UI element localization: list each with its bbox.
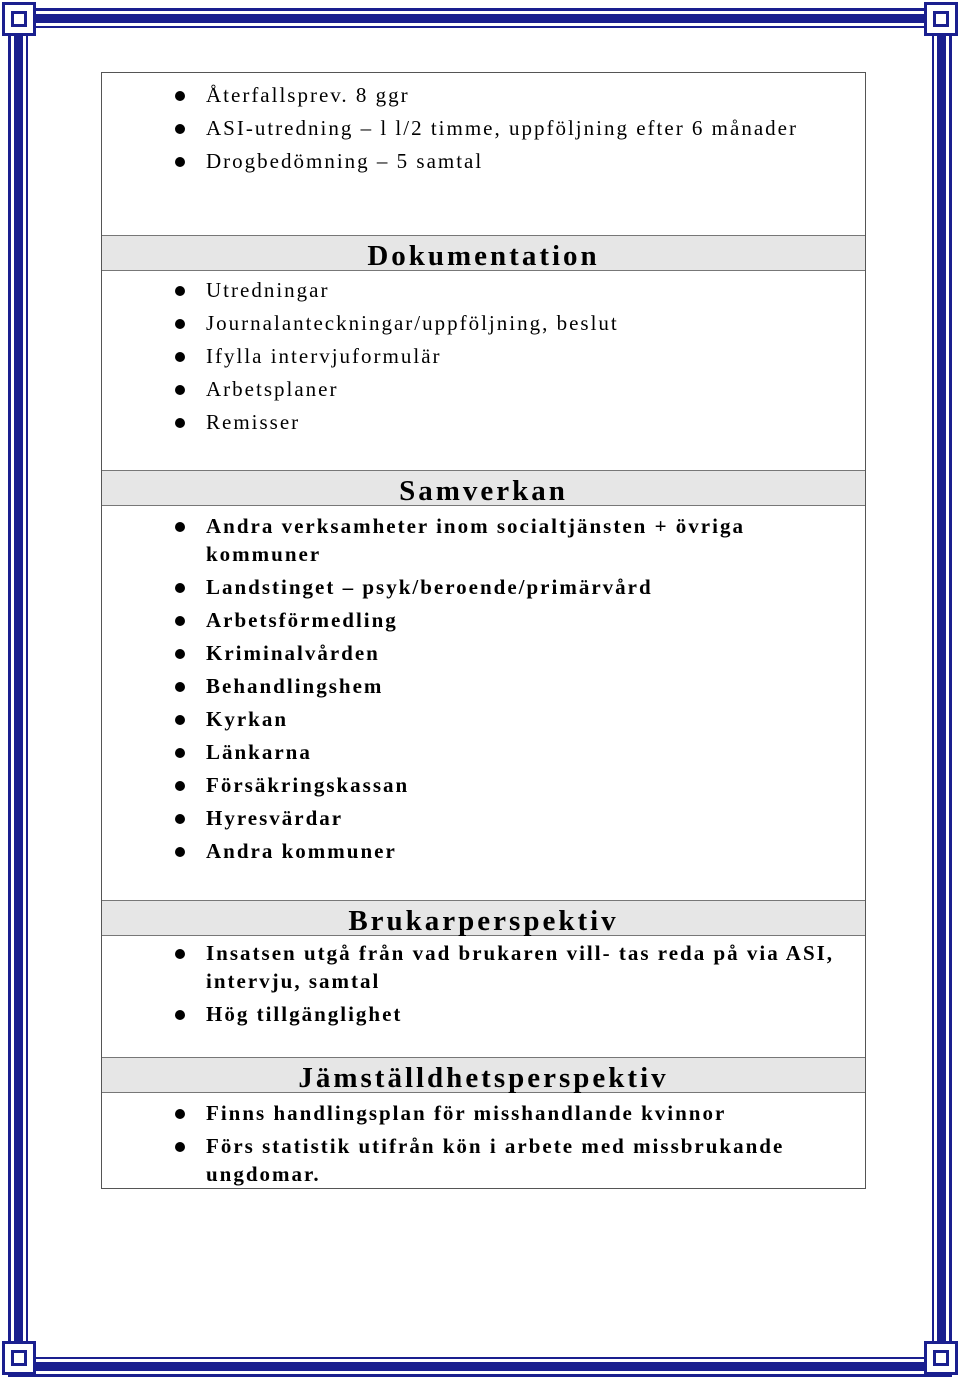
list-item: Kriminalvården [206,639,866,667]
list-item: Ifylla intervjuformulär [206,342,866,370]
dokumentation-list [206,276,866,441]
list-item: Andra verksamheter inom socialtjänsten + övriga kommuner [206,512,866,568]
brukarperspektiv-list [206,939,866,1033]
list-item: ASI-utredning – l l/2 timme, uppföljning efter 6 månader [206,114,866,142]
content-box [101,72,866,1189]
section-heading-brukarperspektiv: Brukarperspektiv [102,900,865,936]
list-item: Drogbedömning – 5 samtal [206,147,866,175]
list-item: Utredningar [206,276,866,304]
corner-ornament-bottom-right [924,1341,958,1375]
list-item: Journalanteckningar/uppföljning, beslut [206,309,866,337]
list-item: Insatsen utgå från vad brukaren vill- tas reda på via ASI, intervju, samtal [206,939,866,995]
intro-list [206,81,866,180]
samverkan-list [206,512,866,870]
list-item: Remisser [206,408,866,436]
list-item: Finns handlingsplan för misshandlande kvinnor [206,1099,866,1127]
corner-ornament-bottom-left [2,1341,36,1375]
list-item: Hög tillgänglighet [206,1000,866,1028]
list-item: Arbetsförmedling [206,606,866,634]
list-item: Arbetsplaner [206,375,866,403]
list-item: Andra kommuner [206,837,866,865]
section-heading-jamstalldhetsperspektiv: Jämställdhetsperspektiv [102,1057,865,1093]
list-item: Hyresvärdar [206,804,866,832]
corner-ornament-top-right [924,2,958,36]
corner-ornament-top-left [2,2,36,36]
section-heading-samverkan: Samverkan [102,470,865,506]
jamstalldhetsperspektiv-list [206,1099,866,1193]
list-item: Landstinget – psyk/beroende/primärvård [206,573,866,601]
list-item: Länkarna [206,738,866,766]
list-item: Förs statistik utifrån kön i arbete med missbrukande ungdomar. [206,1132,866,1188]
list-item: Återfallsprev. 8 ggr [206,81,866,109]
section-heading-dokumentation: Dokumentation [102,235,865,271]
list-item: Behandlingshem [206,672,866,700]
list-item: Kyrkan [206,705,866,733]
list-item: Försäkringskassan [206,771,866,799]
